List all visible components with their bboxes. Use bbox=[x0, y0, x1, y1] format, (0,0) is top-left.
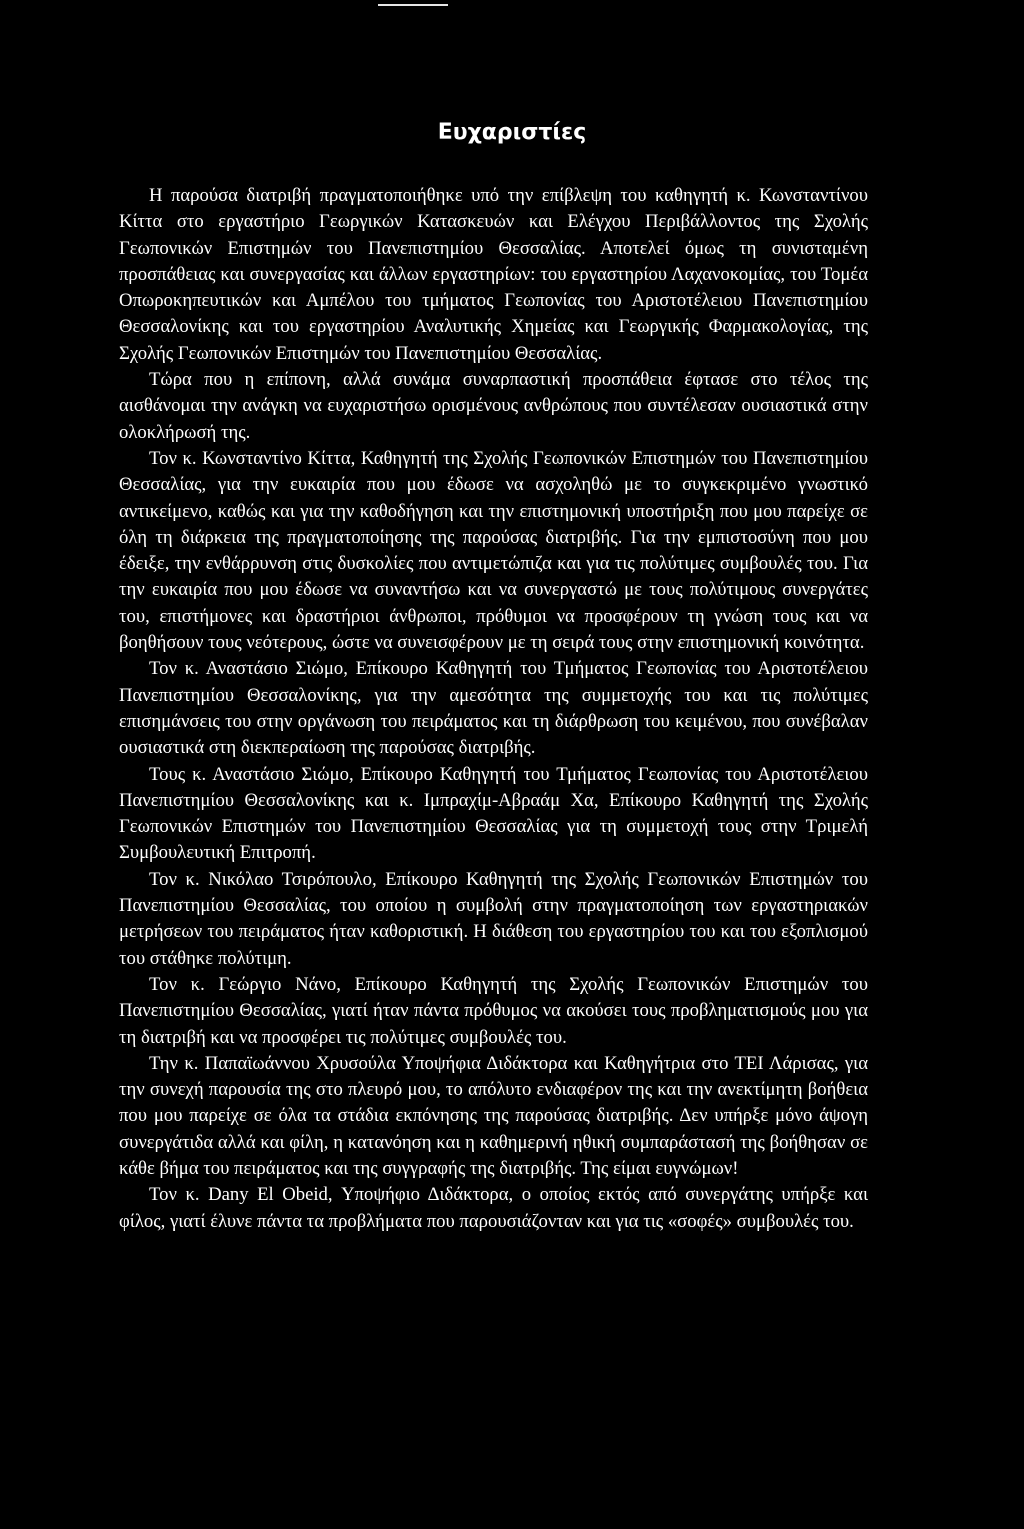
paragraph: Τώρα που η επίπονη, αλλά συνάμα συναρπαστική προσπάθεια έφτασε στο τέλος της αισθάνομαι την ανάγκη να ευχαριστήσω ορισμένους ανθρώπους που συντέλεσαν ουσιαστικά στην ολοκλήρωσή της. bbox=[119, 369, 868, 443]
paragraph: Τον κ. Γεώργιο Νάνο, Επίκουρο Καθηγητή της Σχολής Γεωπονικών Επιστημών του Πανεπιστημίου Θεσσαλίας, γιατί ήταν πάντα πρόθυμος να ακούσει τους προβληματισμούς μου για τη διατριβή και να προσφέρει τις πολύτιμες συμβουλές του. bbox=[119, 973, 868, 1048]
acknowledgements-body bbox=[119, 183, 868, 1235]
paragraph: Τους κ. Αναστάσιο Σιώμο, Επίκουρο Καθηγητή του Τμήματος Γεωπονίας του Αριστοτέλειου Πανεπιστημίου Θεσσαλονίκης και κ. Ιμπραχίμ-Αβραάμ Χα, Επίκουρο Καθηγητή της Σχολής Γεωπονικών Επιστημών του Πανεπιστημίου Θεσσαλίας για τη συμμετοχή τους στην Τριμελή Συμβουλευτική Επιτροπή. bbox=[119, 763, 868, 864]
paragraph: Τον κ. Νικόλαο Τσιρόπουλο, Επίκουρο Καθηγητή της Σχολής Γεωπονικών Επιστημών του Πανεπιστημίου Θεσσαλίας, του οποίου η συμβολή στην πραγματοποίηση των εργαστηριακών μετρήσεων του πειράματος ήταν καθοριστική. Η διάθεση του εργαστηρίου του και του εξοπλισμού του στάθηκε πολύτιμη. bbox=[119, 868, 868, 969]
paragraph: Την κ. Παπαϊωάννου Χρυσούλα Υποψήφια Διδάκτορα και Καθηγήτρια στο ΤΕΙ Λάρισας, για την συνεχή παρουσία της στο πλευρό μου, το απόλυτο ενδιαφέρον της και την ανεκτίμητη βοήθεια που μου παρείχε σε όλα τα στάδια εκπόνησης της παρούσας διατριβής. Δεν υπήρξε μόνο άψογη συνεργάτιδα αλλά και φίλη, η κατανόηση και η καθημερινή ηθική συμπαράστασή της βοήθησαν σε κάθε βήμα του πειράματος και της συγγραφής της διατριβής. Της είμαι ευγνώμων! bbox=[119, 1052, 868, 1179]
page-title: Ευχαριστίες bbox=[437, 120, 587, 145]
paragraph: Η παρούσα διατριβή πραγματοποιήθηκε υπό την επίβλεψη του καθηγητή κ. Κωνσταντίνου Κίττα στο εργαστήριο Γεωργικών Κατασκευών και Ελέγχου Περιβάλλοντος της Σχολής Γεωπονικών Επιστημών του Πανεπιστημίου Θεσσαλίας. Αποτελεί όμως τη συνισταμένη προσπάθειας και συνεργασίας και άλλων εργαστηρίων: του εργαστηρίου Λαχανοκομίας, του Τομέα Οπωροκηπευτικών και Αμπέλου του τμήματος Γεωπονίας του Αριστοτέλειου Πανεπιστημίου Θεσσαλονίκης και του εργαστηρίου Αναλυτικής Χημείας και Γεωργικής Φαρμακολογίας, της Σχολής Γεωπονικών Επιστημών του Πανεπιστημίου Θεσσαλίας. bbox=[119, 185, 868, 364]
paragraph: Τον κ. Dany El Obeid, Υποψήφιο Διδάκτορα, ο οποίος εκτός από συνεργάτης υπήρξε και φίλος, γιατί έλυνε πάντα τα προβλήματα που παρουσιάζονταν και για τις «σοφές» συμβουλές του. bbox=[119, 1184, 868, 1232]
paragraph: Τον κ. Κωνσταντίνο Κίττα, Καθηγητή της Σχολής Γεωπονικών Επιστημών του Πανεπιστημίου Θεσσαλίας, για την ευκαιρία που μου έδωσε να ασχοληθώ με το συγκεκριμένο γνωστικό αντικείμενο, καθώς και για την καθοδήγηση και την επιστημονική υποστήριξη που μου παρείχε σε όλη τη διάρκεια της πραγματοποίησης της παρούσας διατριβής. Για την εμπιστοσύνη που μου έδειξε, την ενθάρρυνση στις δυσκολίες που αντιμετώπιζα και για τις πολύτιμες συμβουλές του. Για την ευκαιρία που μου έδωσε να συναντήσω και να συνεργαστώ με τους πολύτιμους συνεργάτες του, επιστήμονες και δραστήριοι άνθρωποι, πρόθυμοι να προσφέρουν τη γνώση τους και να βοηθήσουν τους νεότερους, ώστε να συνεισφέρουν με τη σειρά τους στην επιστημονική κοινότητα. bbox=[119, 447, 868, 654]
paragraph: Τον κ. Αναστάσιο Σιώμο, Επίκουρο Καθηγητή του Τμήματος Γεωπονίας του Αριστοτέλειου Πανεπιστημίου Θεσσαλονίκης, για την αμεσότητα της συμμετοχής του και τις πολύτιμες επισημάνσεις του στην οργάνωση του πειράματος και τη διάρθρωση του κειμένου, που συνέβαλαν ουσιαστικά στη διεκπεραίωση της παρούσας διατριβής. bbox=[119, 658, 868, 759]
top-rule bbox=[378, 4, 448, 6]
